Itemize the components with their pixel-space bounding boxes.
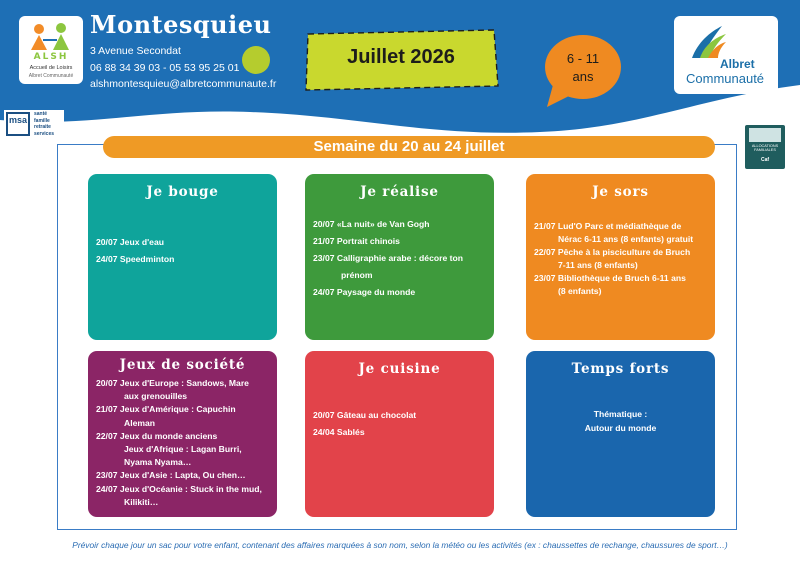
list-item: aux grenouilles bbox=[124, 391, 188, 402]
email-address: alshmontesquieu@albretcommunaute.fr bbox=[90, 78, 277, 90]
card-title: Je cuisine bbox=[358, 361, 441, 377]
list-item: 20/07 Jeux d'Europe : Sandows, Mare bbox=[96, 378, 249, 388]
list-item: 21/07 Lud'O Parc et médiathèque de bbox=[534, 221, 682, 231]
albret-logo-line1: Albret bbox=[720, 57, 755, 71]
age-bubble bbox=[543, 33, 623, 109]
footer-note: Prévoir chaque jour un sac pour votre enfant, contenant des affaires marquées à son nom, selon la météo ou les activités (ex : chaussettes de rechange, chaussures de sport…) bbox=[72, 540, 728, 550]
list-item: prénom bbox=[341, 270, 373, 280]
logo-letters: ALSH bbox=[33, 52, 69, 62]
list-item: 23/07 Jeux d'Asie : Lapta, Ou chen… bbox=[96, 470, 246, 481]
list-item: 22/07 Jeux du monde anciens bbox=[96, 430, 218, 441]
list-item: 20/07 Gâteau au chocolat bbox=[313, 410, 417, 420]
list-item: 24/07 Jeux d'Océanie : Stuck in the mud, bbox=[96, 483, 262, 494]
phone-numbers: 06 88 34 39 03 - 05 53 95 25 01 bbox=[90, 62, 240, 74]
card-je-realise bbox=[305, 174, 494, 340]
card-title: Je sors bbox=[592, 184, 649, 200]
caf-name: Caf bbox=[760, 157, 770, 163]
list-item: 21/07 Portrait chinois bbox=[313, 236, 400, 246]
msa-words: santé famille retraite services bbox=[34, 111, 55, 137]
decorative-dot bbox=[242, 46, 270, 74]
list-item: 7-11 ans (8 enfants) bbox=[558, 260, 638, 270]
list-item: 24/07 Speedminton bbox=[96, 254, 175, 264]
card-items bbox=[313, 216, 486, 301]
month-sticker bbox=[302, 28, 500, 92]
week-title: Semaine du 20 au 24 juillet bbox=[103, 136, 715, 158]
theme-label: Thématique : bbox=[593, 409, 648, 419]
list-item: Aleman bbox=[124, 417, 156, 428]
card-title: Temps forts bbox=[571, 361, 670, 377]
logo-organization: Albret Communauté bbox=[28, 73, 74, 79]
msa-logo bbox=[4, 110, 64, 140]
caf-emblem bbox=[749, 128, 781, 142]
caf-logo bbox=[745, 125, 785, 169]
card-je-sors bbox=[526, 174, 715, 340]
list-item: Jeux d'Afrique : Lagan Burri, bbox=[124, 444, 242, 455]
msa-mark: msa bbox=[6, 112, 30, 136]
address: 3 Avenue Secondat bbox=[90, 45, 181, 57]
card-items bbox=[313, 407, 486, 441]
card-items bbox=[96, 234, 269, 268]
list-item: 23/07 Calligraphie arabe : décore ton bbox=[313, 253, 463, 263]
swoosh-icon bbox=[688, 24, 728, 60]
card-items bbox=[534, 407, 707, 435]
list-item: Nérac 6-11 ans (8 enfants) gratuit bbox=[558, 234, 694, 244]
card-je-bouge bbox=[88, 174, 277, 340]
age-unit: ans bbox=[572, 69, 594, 84]
age-range: 6 - 11 bbox=[566, 51, 600, 66]
caf-text: ALLOCATIONS FAMILIALES bbox=[751, 144, 779, 153]
list-item: 20/07 «La nuit» de Van Gogh bbox=[313, 219, 430, 229]
list-item: 20/07 Jeux d'eau bbox=[96, 237, 164, 247]
card-items bbox=[96, 377, 269, 509]
list-item: 24/07 Paysage du monde bbox=[313, 287, 416, 297]
list-item: 21/07 Jeux d'Amérique : Capuchin bbox=[96, 404, 236, 415]
list-item: 24/04 Sablés bbox=[313, 427, 365, 437]
center-name: Montesquieu bbox=[90, 10, 272, 39]
alsh-logo bbox=[19, 16, 83, 84]
list-item: 22/07 Pêche à la pisciculture de Bruch bbox=[534, 247, 691, 257]
card-title: Je bouge bbox=[146, 184, 219, 200]
card-title: Je réalise bbox=[360, 184, 439, 200]
theme-value: Autour du monde bbox=[584, 423, 657, 433]
card-temps-forts bbox=[526, 351, 715, 517]
albret-logo-line2: Communauté bbox=[686, 71, 765, 86]
logo-subtitle: Accueil de Loisirs bbox=[29, 65, 73, 71]
month-label: Juillet 2026 bbox=[347, 46, 455, 68]
children-icon bbox=[23, 20, 79, 56]
albret-communaute-logo bbox=[674, 16, 778, 94]
card-items bbox=[534, 220, 707, 298]
card-je-cuisine bbox=[305, 351, 494, 517]
list-item: 23/07 Bibliothèque de Bruch 6-11 ans bbox=[534, 273, 686, 283]
list-item: Kilikiti… bbox=[124, 496, 159, 507]
list-item: Nyama Nyama… bbox=[124, 457, 192, 468]
card-title: Jeux de société bbox=[119, 357, 246, 373]
list-item: (8 enfants) bbox=[558, 286, 602, 296]
card-jeux-de-societe bbox=[88, 351, 277, 517]
